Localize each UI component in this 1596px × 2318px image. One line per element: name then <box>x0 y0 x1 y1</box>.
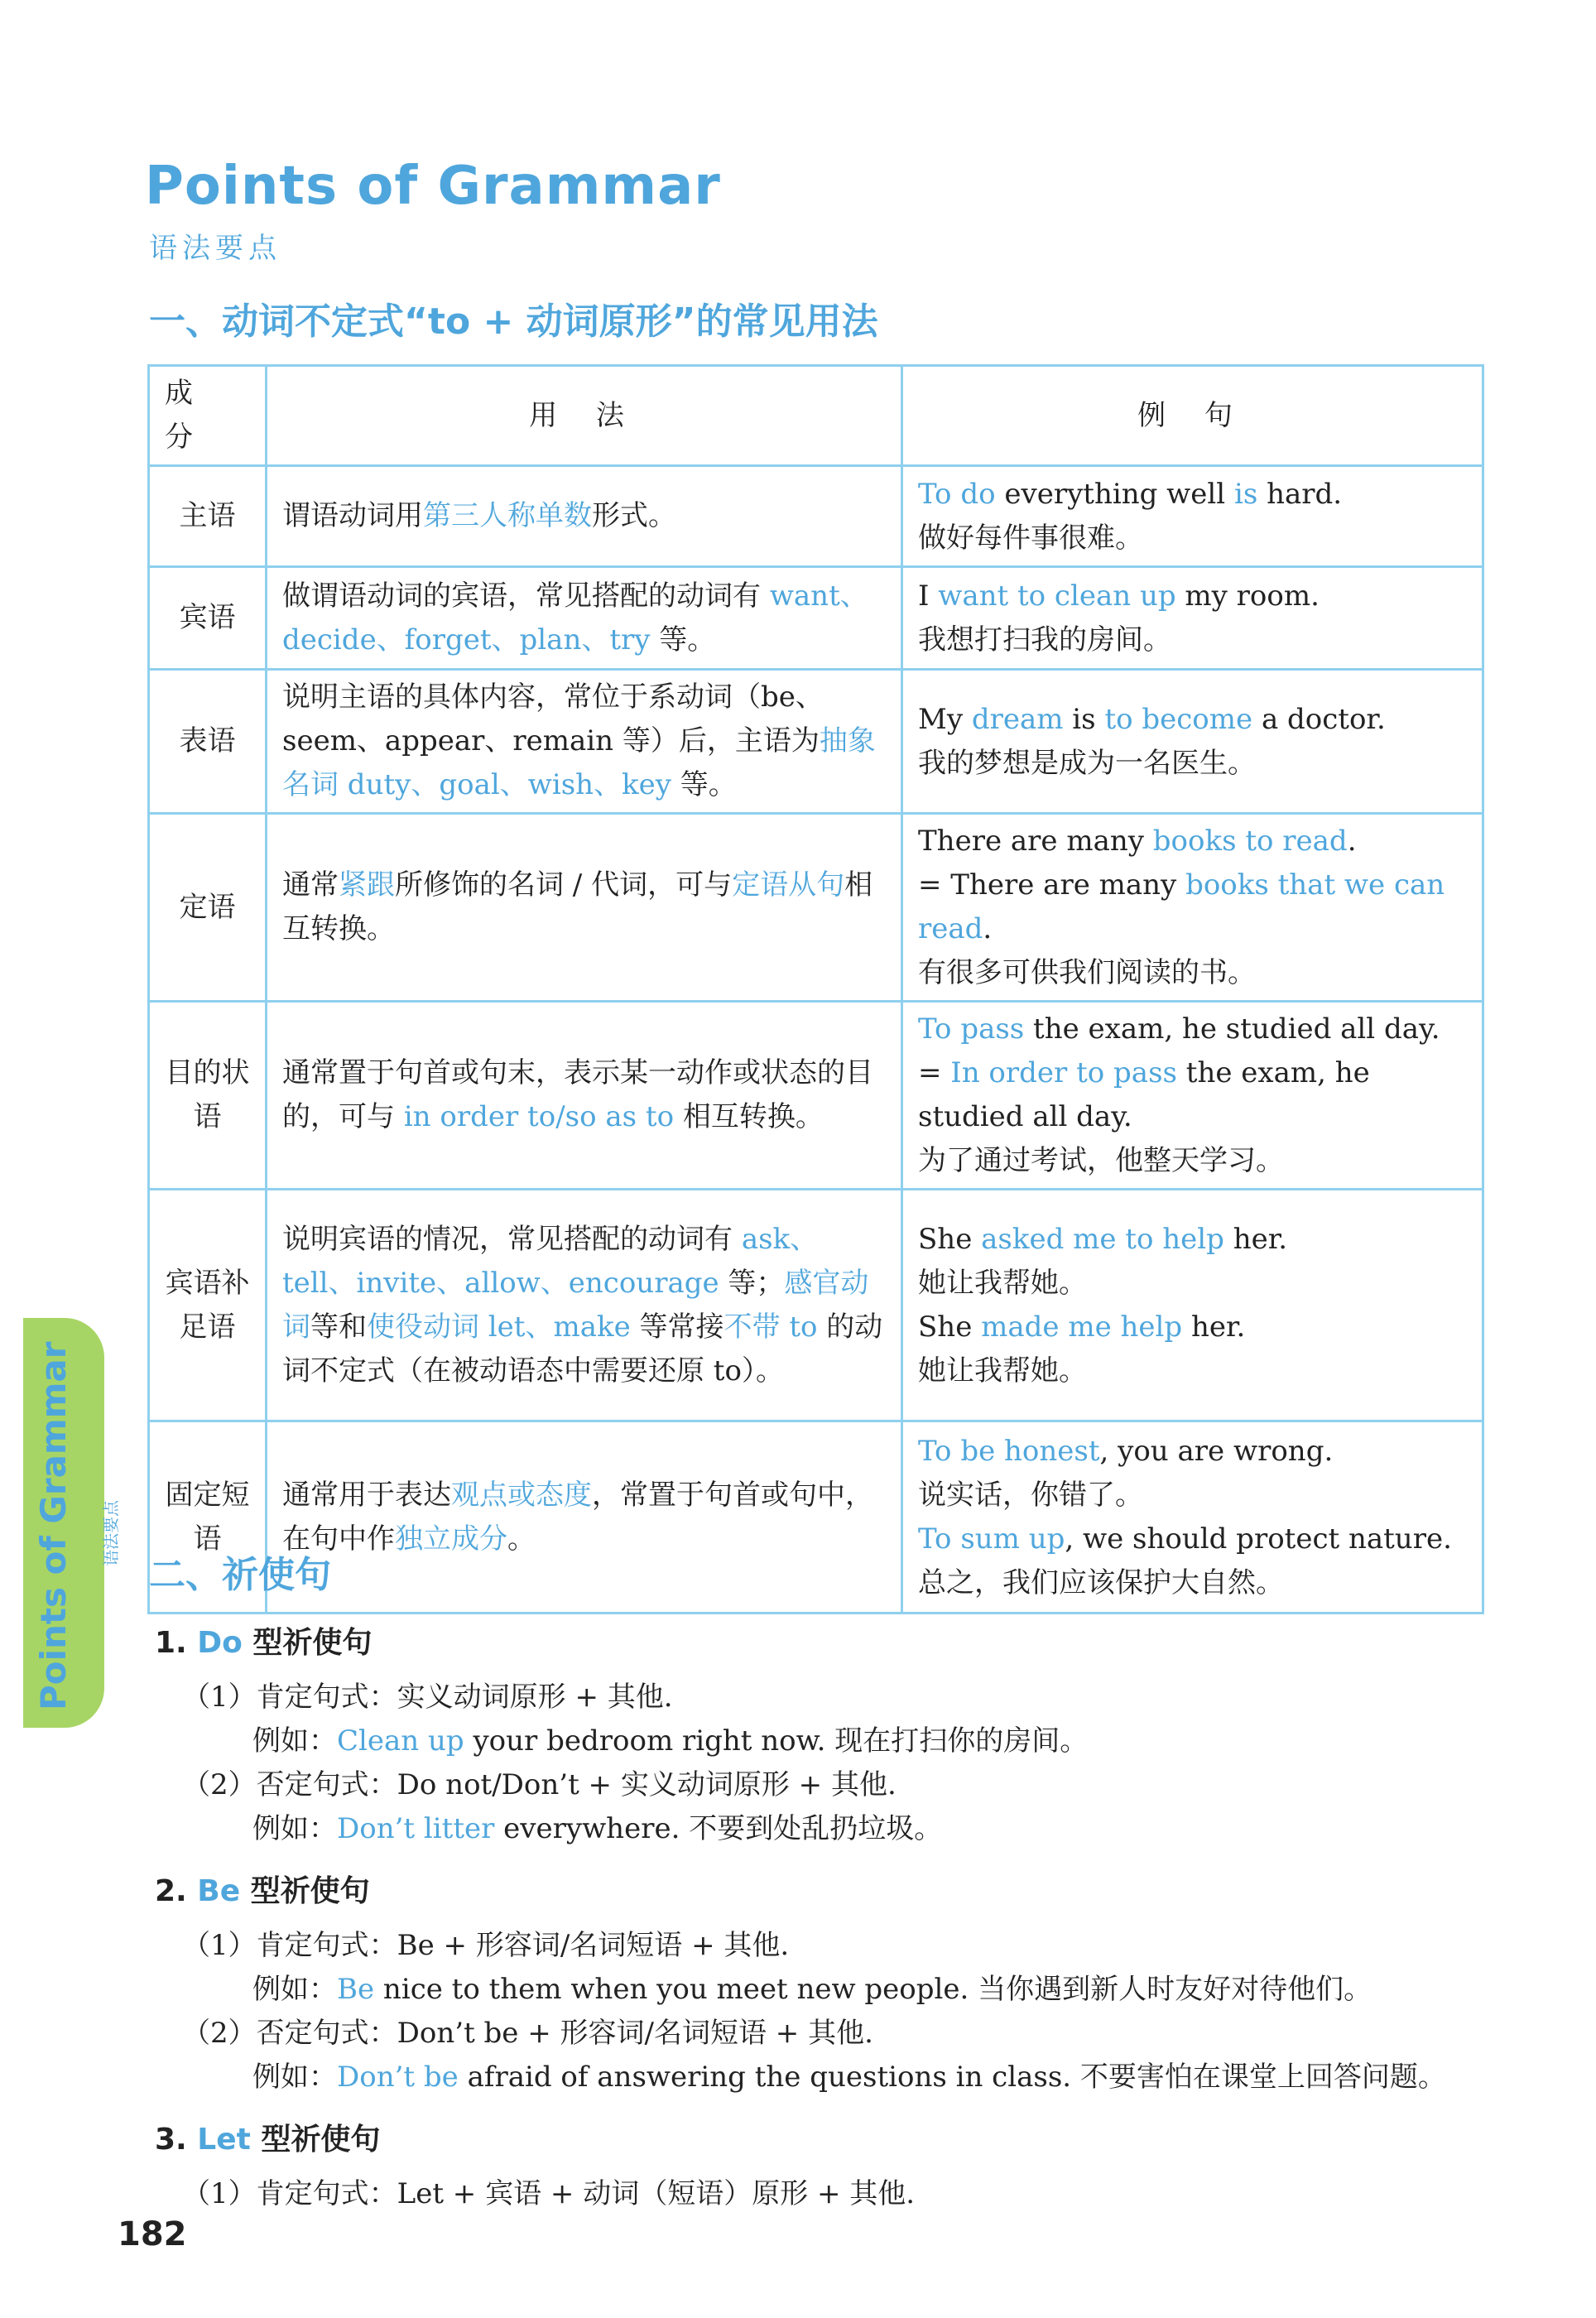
subheading-number: 2. <box>155 1874 198 1908</box>
example-line <box>918 1262 1467 1306</box>
text-segment: a doctor. <box>1252 702 1386 736</box>
text-segment: 例如： <box>252 1724 337 1758</box>
example-line <box>918 1139 1467 1183</box>
rule-line <box>182 1922 789 1963</box>
text-segment: （1）肯定句式：Be + 形容词/名词短语 + 其他. <box>182 1929 790 1962</box>
text-segment: . <box>983 912 993 945</box>
subheading-number: 3. <box>155 2123 198 2157</box>
example-line <box>918 517 1467 560</box>
highlight-text: books to read <box>1152 825 1348 858</box>
text-segment: her. <box>1223 1222 1288 1256</box>
text-segment: She <box>918 1222 982 1256</box>
example-line <box>918 820 1467 863</box>
subheading-rest: 型祈使句 <box>242 1626 373 1660</box>
highlight-text: Clean up <box>337 1724 464 1758</box>
highlight-text: To do <box>918 477 996 511</box>
text-segment: 例如： <box>252 2061 337 2094</box>
row-examples <box>902 1421 1483 1613</box>
header-usage: 用 法 <box>267 366 902 466</box>
side-tab-subtitle: 语法要点 <box>101 1500 121 1566</box>
example-line <box>252 1718 1088 1758</box>
highlight-text: Don’t be <box>337 2061 459 2094</box>
header-part: 成 分 <box>149 366 267 466</box>
text-segment: 等和 <box>310 1310 367 1344</box>
rule-line <box>182 2171 915 2211</box>
text-segment: （2）否定句式：Don’t be + 形容词/名词短语 + 其他. <box>182 2017 873 2050</box>
example-line <box>252 2054 1446 2094</box>
text-segment: 等常接 <box>630 1310 724 1344</box>
text-segment: afraid of answering the questions in class. 不要害怕在课堂上回答问题。 <box>458 2061 1446 2094</box>
text-segment: hard. <box>1257 477 1343 511</box>
highlight-text: in order to/so as to <box>403 1100 675 1133</box>
row-usage <box>267 1421 902 1613</box>
text-segment: = There are many <box>918 868 1186 902</box>
text-segment: is <box>1063 702 1105 736</box>
text-segment: the exam, he studied all day. <box>918 1056 1370 1133</box>
text-segment: 做谓语动词的宾语，常见搭配的动词有 <box>282 579 770 613</box>
example-line <box>918 473 1467 517</box>
text-segment: 我想打扫我的房间。 <box>918 623 1171 656</box>
row-part: 目的状语 <box>149 1002 267 1190</box>
text-segment: 通常用于表达 <box>282 1478 451 1512</box>
subheading-rest: 型祈使句 <box>240 1874 370 1908</box>
example-line <box>918 1051 1467 1139</box>
highlight-text: 感官动词 <box>282 1266 869 1344</box>
text-segment: 相互转换。 <box>674 1100 824 1133</box>
row-part: 固定短语 <box>149 1421 267 1613</box>
text-segment: 她让我帮她。 <box>918 1354 1087 1387</box>
row-part: 定语 <box>149 814 267 1002</box>
text-segment: （1）肯定句式：Let + 宾语 + 动词（短语）原形 + 其他. <box>182 2177 916 2210</box>
text-segment: She <box>918 1310 982 1344</box>
text-segment: 。 <box>507 1522 536 1556</box>
highlight-text: In order to pass <box>950 1056 1177 1089</box>
highlight-text: Be <box>337 1973 375 2006</box>
text-segment: 通常 <box>282 868 339 902</box>
row-usage <box>267 567 902 670</box>
row-usage <box>267 466 902 567</box>
example-line <box>918 575 1467 618</box>
row-examples <box>902 814 1483 1002</box>
highlight-text: books that we can read <box>918 868 1445 945</box>
row-part: 主语 <box>149 466 267 567</box>
row-part: 表语 <box>149 670 267 814</box>
highlight-text: 使役动词 let、make <box>367 1310 631 1344</box>
rule-line <box>182 2010 873 2051</box>
highlight-text: made me help <box>981 1310 1183 1344</box>
text-segment: ，常置于句首或句中，在句中作 <box>282 1478 873 1556</box>
text-segment: 相互转换。 <box>282 868 873 945</box>
subheading-keyword: Do <box>197 1626 243 1660</box>
subheading-be <box>155 1868 370 1910</box>
row-examples <box>902 466 1483 567</box>
example-line <box>918 951 1467 995</box>
rule-line <box>182 1674 673 1714</box>
highlight-text: Don’t litter <box>337 1812 495 1845</box>
highlight-text: want to clean up <box>938 579 1176 613</box>
text-segment: her. <box>1182 1310 1246 1344</box>
text-segment: 等； <box>719 1266 785 1300</box>
table-row <box>149 1421 1483 1613</box>
example-line <box>918 1008 1467 1051</box>
table-row <box>149 466 1483 567</box>
example-line <box>252 1806 942 1846</box>
page-number: 182 <box>118 2215 187 2253</box>
text-segment: 的动词不定式（在被动语态中需要还原 to）。 <box>282 1310 883 1387</box>
example-line <box>918 1218 1467 1262</box>
infinitive-usage-table <box>147 364 1484 1614</box>
subheading-let <box>155 2116 380 2158</box>
table-row <box>149 670 1483 814</box>
highlight-text: want、decide、forget、plan、try <box>282 579 868 656</box>
table-row <box>149 1190 1483 1421</box>
subheading-keyword: Be <box>197 1874 241 1908</box>
text-segment: My <box>918 702 972 736</box>
section-heading-imperative: 二、祈使句 <box>149 1554 331 1596</box>
text-segment: I <box>918 579 939 613</box>
table-header-row <box>149 366 1483 466</box>
example-line <box>918 1474 1467 1517</box>
highlight-text: asked me to help <box>981 1222 1224 1256</box>
subheading-do <box>155 1619 372 1662</box>
subheading-keyword: Let <box>197 2123 251 2157</box>
highlight-text: 紧跟 <box>339 868 395 902</box>
subheading-number: 1. <box>155 1626 198 1660</box>
page-subtitle: 语法要点 <box>149 232 281 265</box>
header-examples: 例 句 <box>902 366 1483 466</box>
highlight-text: to become <box>1104 702 1253 736</box>
text-segment: nice to them when you meet new people. 当你遇到新人时友好对待他们。 <box>374 1973 1372 2006</box>
example-line <box>918 1349 1467 1393</box>
example-line <box>918 1561 1467 1605</box>
text-segment: , we should protect nature. <box>1065 1522 1452 1556</box>
text-segment: 总之，我们应该保护大自然。 <box>918 1565 1284 1599</box>
row-examples <box>902 567 1483 670</box>
text-segment: 谓语动词用 <box>282 499 423 532</box>
example-line <box>918 1306 1467 1349</box>
text-segment: 例如： <box>252 1973 337 2006</box>
example-line <box>918 863 1467 951</box>
text-segment: 她让我帮她。 <box>918 1266 1087 1300</box>
text-segment: There are many <box>918 825 1153 858</box>
rule-line <box>182 1762 897 1802</box>
text-segment: everywhere. 不要到处乱扔垃圾。 <box>494 1812 943 1845</box>
highlight-text: 抽象名词 duty、goal、wish、key <box>282 724 876 801</box>
row-usage <box>267 1002 902 1190</box>
text-segment: （1）肯定句式：实义动词原形 + 其他. <box>182 1681 673 1714</box>
example-line <box>252 1966 1372 2007</box>
page-title: Points of Grammar <box>145 156 721 217</box>
text-segment: 等。 <box>650 623 716 656</box>
text-segment: . <box>1347 825 1357 858</box>
highlight-text: To pass <box>918 1012 1025 1046</box>
side-tab-title: Points of Grammar <box>33 1341 74 1710</box>
row-usage <box>267 670 902 814</box>
text-segment: my room. <box>1175 579 1320 613</box>
highlight-text: 第三人称单数 <box>423 499 592 532</box>
example-line <box>918 1430 1467 1474</box>
text-segment: （2）否定句式：Do not/Don’t + 实义动词原形 + 其他. <box>182 1768 897 1801</box>
text-segment: 为了通过考试，他整天学习。 <box>918 1144 1284 1177</box>
highlight-text: is <box>1233 477 1258 511</box>
subheading-rest: 型祈使句 <box>250 2123 381 2157</box>
text-segment: 说明宾语的情况，常见搭配的动词有 <box>282 1222 742 1256</box>
highlight-text: 独立成分 <box>395 1522 507 1556</box>
text-segment: your bedroom right now. 现在打扫你的房间。 <box>464 1724 1089 1758</box>
table-row <box>149 814 1483 1002</box>
highlight-text: To be honest <box>918 1434 1100 1468</box>
example-line <box>918 1517 1467 1561</box>
highlight-text: 定语从句 <box>732 868 845 902</box>
text-segment: , you are wrong. <box>1099 1434 1334 1468</box>
text-segment: 做好每件事很难。 <box>918 521 1143 555</box>
text-segment: 通常置于句首或句末，表示某一动作或状态的目的，可与 <box>282 1056 873 1133</box>
highlight-text: 观点或态度 <box>451 1478 592 1512</box>
row-usage <box>267 1190 902 1421</box>
highlight-text: To sum up <box>918 1522 1065 1556</box>
text-segment: 有很多可供我们阅读的书。 <box>918 956 1256 989</box>
highlight-text: 不带 to <box>723 1310 818 1344</box>
highlight-text: dream <box>971 702 1064 736</box>
text-segment: 所修饰的名词 / 代词，可与 <box>395 868 733 902</box>
text-segment: everything well <box>995 477 1234 511</box>
table-row <box>149 1002 1483 1190</box>
text-segment: 形式。 <box>592 499 676 532</box>
section-heading-infinitive: 一、动词不定式“to + 动词原形”的常见用法 <box>149 301 878 343</box>
example-line <box>918 618 1467 662</box>
example-line <box>918 698 1467 742</box>
text-segment: the exam, he studied all day. <box>1024 1012 1440 1046</box>
row-examples <box>902 1002 1483 1190</box>
text-segment: 说实话，你错了。 <box>918 1478 1143 1512</box>
table-row <box>149 567 1483 670</box>
row-examples <box>902 1190 1483 1421</box>
text-segment: 我的梦想是成为一名医生。 <box>918 746 1256 780</box>
row-part: 宾语 <box>149 567 267 670</box>
highlight-text: ask、tell、invite、allow、encourage <box>282 1222 819 1300</box>
text-segment: 等。 <box>671 768 737 801</box>
text-segment: = <box>918 1056 951 1089</box>
row-examples <box>902 670 1483 814</box>
example-line <box>918 742 1467 786</box>
text-segment: 例如： <box>252 1812 337 1845</box>
text-segment: 说明主语的具体内容，常位于系动词（be、seem、appear、remain 等）后，主语为 <box>282 680 824 757</box>
row-part: 宾语补足语 <box>149 1190 267 1421</box>
row-usage <box>267 814 902 1002</box>
